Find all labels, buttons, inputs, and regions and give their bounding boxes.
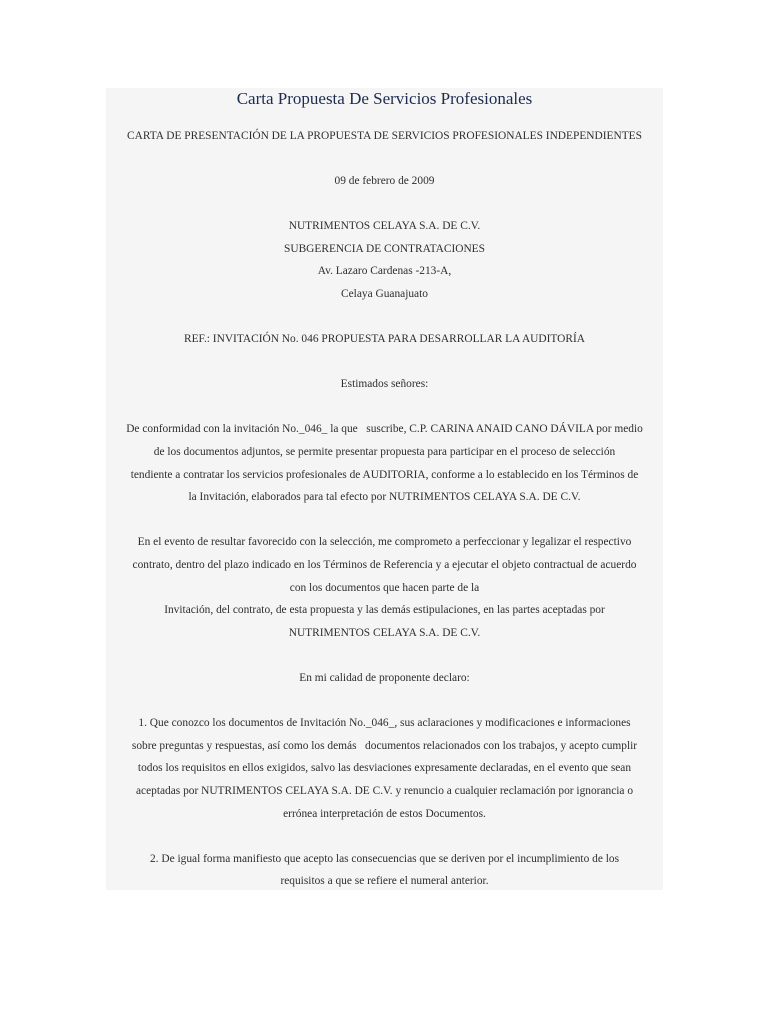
recipient-street: Av. Lazaro Cardenas -213-A,	[317, 265, 452, 278]
declaration-line: 1. Que conozco los documentos de Invitación No._046_, sus aclaraciones y modificaciones e informaciones	[138, 717, 631, 730]
document-panel	[106, 88, 663, 890]
paragraph-line: tendiente a contratar los servicios profesionales de AUDITORIA, conforme a lo establecido en los Términos de	[130, 468, 639, 481]
declaration-item-1	[106, 712, 663, 825]
recipient-company: NUTRIMENTOS CELAYA S.A. DE C.V.	[288, 220, 481, 233]
reference-line	[106, 328, 663, 351]
paragraph-conformity	[106, 418, 663, 508]
paragraph-line: contrato, dentro del plazo indicado en los Términos de Referencia y a ejecutar el objeto contractual de acuerdo	[132, 558, 637, 571]
paragraph-line: En el evento de resultar favorecido con la selección, me comprometo a perfeccionar y legalizar el respectivo	[137, 536, 632, 549]
paragraph-line: con los documentos que hacen parte de la	[289, 581, 480, 594]
letter-date	[106, 170, 663, 193]
paragraph-commitment	[106, 531, 663, 644]
recipient-department: SUBGERENCIA DE CONTRATACIONES	[284, 242, 485, 255]
reference-text: REF.: INVITACIÓN No. 046 PROPUESTA PARA DESARROLLAR LA AUDITORÍA	[183, 333, 586, 346]
declaration-line: 2. De igual forma manifiesto que acepto las consecuencias que se deriven por el incumplimiento de los	[149, 852, 620, 865]
recipient-address	[106, 215, 663, 305]
salutation-text: Estimados señores:	[340, 378, 429, 391]
declaration-line: requisitos a que se refiere el numeral anterior.	[280, 875, 489, 888]
date-line: 09 de febrero de 2009	[334, 174, 435, 187]
paragraph-line: NUTRIMENTOS CELAYA S.A. DE C.V.	[288, 626, 481, 639]
document-body	[106, 125, 663, 893]
declaration-line: sobre preguntas y respuestas, así como los demás documentos relacionados con los trabajos, y acepto cumplir	[131, 739, 638, 752]
paragraph-line: de los documentos adjuntos, se permite presentar propuesta para participar en el proceso de selección	[153, 446, 616, 458]
declaration-line: todos los requisitos en ellos exigidos, salvo las desviaciones expresamente declaradas, en el evento que sean	[137, 762, 632, 775]
salutation	[106, 373, 663, 396]
declaration-intro-text: En mi calidad de proponente declaro:	[299, 671, 470, 684]
paragraph-line: la Invitación, elaborados para tal efecto por NUTRIMENTOS CELAYA S.A. DE C.V.	[188, 491, 581, 504]
declaration-item-2	[106, 848, 663, 893]
declaration-line: aceptadas por NUTRIMENTOS CELAYA S.A. DE C.V. y renuncio a cualquier reclamación por ignorancia o	[135, 784, 634, 797]
declaration-line: errónea interpretación de estos Documentos.	[283, 807, 486, 820]
document-title: Carta Propuesta De Servicios Profesionales	[236, 89, 533, 108]
declaration-intro	[106, 667, 663, 690]
letter-heading	[106, 125, 663, 148]
paragraph-line: Invitación, del contrato, de esta propuesta y las demás estipulaciones, en las partes aceptadas por	[164, 604, 605, 617]
heading-line: CARTA DE PRESENTACIÓN DE LA PROPUESTA DE SERVICIOS PROFESIONALES INDEPENDIENTES	[127, 129, 642, 142]
paragraph-line: De conformidad con la invitación No._046_ la que suscribe, C.P. CARINA ANAID CANO DÁVILA por medio	[126, 423, 643, 436]
recipient-city: Celaya Guanajuato	[341, 287, 428, 300]
